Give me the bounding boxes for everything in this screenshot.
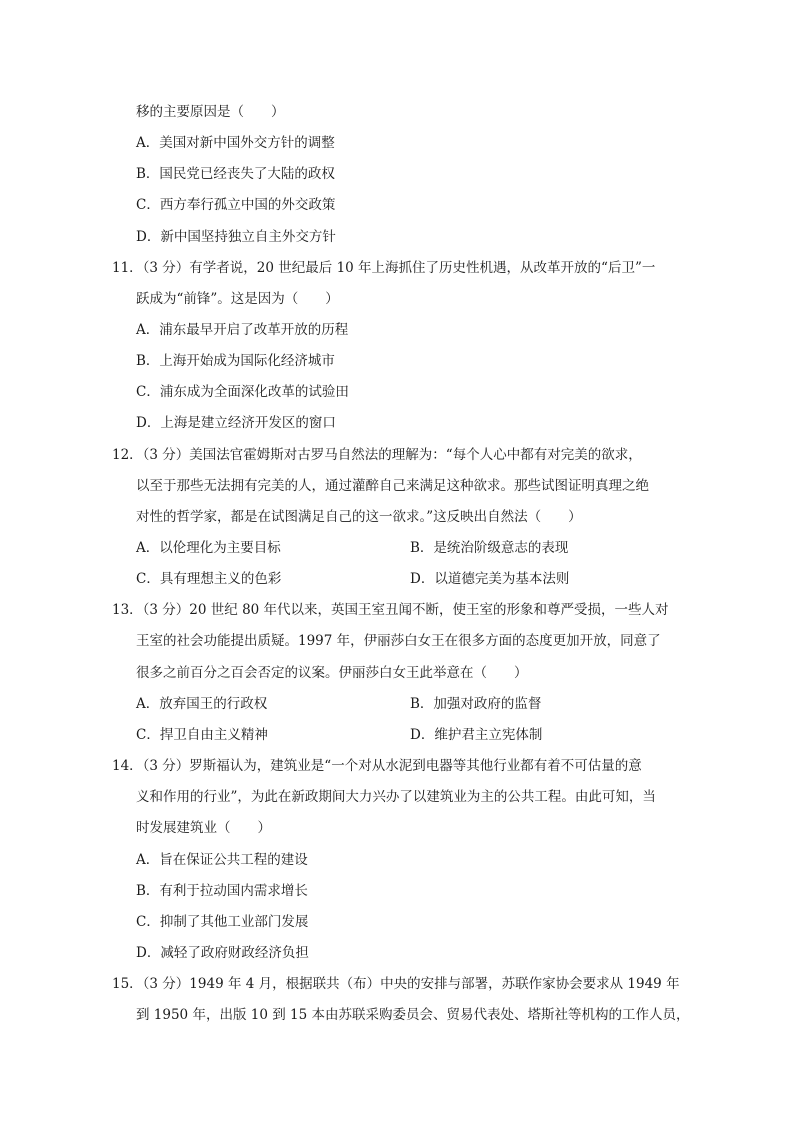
q13-option-a: A．放弃国王的行政权 [136, 696, 268, 712]
q13-option-d: D．维护君主立宪体制 [410, 727, 543, 743]
q10-option-d: D．新中国坚持独立自主外交方针 [136, 229, 336, 245]
q14-stem-line-1: 14．（3 分）罗斯福认为，建筑业是“一个对从水泥到电器等其他行业都有着不可估量的意 [112, 758, 642, 774]
q13-stem-line-1: 13．（3 分）20 世纪 80 年代以来，英国王室丑闻不断，使王室的形象和尊严受损，一些人对 [112, 602, 669, 618]
q12-option-b: B．是统治阶级意志的表现 [410, 540, 569, 556]
q15-stem-line-1: 15．（3 分）1949 年 4 月，根据联共（布）中央的安排与部署，苏联作家协会要求从 1949 年 [112, 976, 680, 992]
q13-stem-line-3: 很多之前百分之百会否定的议案。伊丽莎白女王此举意在（ ） [136, 665, 528, 681]
q12-stem-line-2: 以至于那些无法拥有完美的人，通过灌醉自己来满足这种欲求。那些试图证明真理之绝 [136, 478, 649, 494]
q12-option-d: D．以道德完美为基本法则 [410, 571, 570, 587]
q10-option-b: B．国民党已经丧失了大陆的政权 [136, 166, 335, 182]
q11-stem-line-1: 11．（3 分）有学者说，20 世纪最后 10 年上海抓住了历史性机遇，从改革开放的“后卫”一 [112, 260, 656, 276]
q14-option-d: D．减轻了政府财政经济负担 [136, 945, 309, 961]
q10-option-c: C．西方奉行孤立中国的外交政策 [136, 197, 336, 213]
q12-stem-line-3: 对性的哲学家，都是在试图满足自己的这一欲求。”这反映出自然法（ ） [136, 509, 582, 525]
q15-stem-line-2: 到 1950 年，出版 10 到 15 本由苏联采购委员会、贸易代表处、塔斯社等机构的工作人员， [136, 1007, 690, 1023]
q14-option-c: C．抑制了其他工业部门发展 [136, 914, 309, 930]
q14-stem-line-2: 义和作用的行业”，为此在新政期间大力兴办了以建筑业为主的公共工程。由此可知，当 [136, 789, 656, 805]
q14-option-a: A．旨在保证公共工程的建设 [136, 852, 308, 868]
q12-stem-line-1: 12．（3 分）美国法官霍姆斯对古罗马自然法的理解为：“每个人心中都有对完美的欲求， [112, 447, 642, 463]
q11-option-a: A．浦东最早开启了改革开放的历程 [136, 322, 349, 338]
q12-option-a: A．以伦理化为主要目标 [136, 540, 281, 556]
q14-option-b: B．有利于拉动国内需求增长 [136, 883, 308, 899]
q13-option-b: B．加强对政府的监督 [410, 696, 542, 712]
q11-stem-line-2: 跃成为“前锋”。这是因为（ ） [136, 291, 339, 307]
q12-option-c: C．具有理想主义的色彩 [136, 571, 282, 587]
q10-option-a: A．美国对新中国外交方针的调整 [136, 135, 335, 151]
q11-option-b: B．上海开始成为国际化经济城市 [136, 353, 335, 369]
q13-option-c: C．捍卫自由主义精神 [136, 727, 268, 743]
q11-option-c: C．浦东成为全面深化改革的试验田 [136, 384, 349, 400]
q10-stem-tail: 移的主要原因是（ ） [136, 104, 285, 120]
q13-stem-line-2: 王室的社会功能提出质疑。1997 年，伊丽莎白女王在很多方面的态度更加开放，同意了 [136, 633, 661, 649]
q14-stem-line-3: 时发展建筑业（ ） [136, 820, 271, 836]
q11-option-d: D．上海是建立经济开发区的窗口 [136, 415, 336, 431]
